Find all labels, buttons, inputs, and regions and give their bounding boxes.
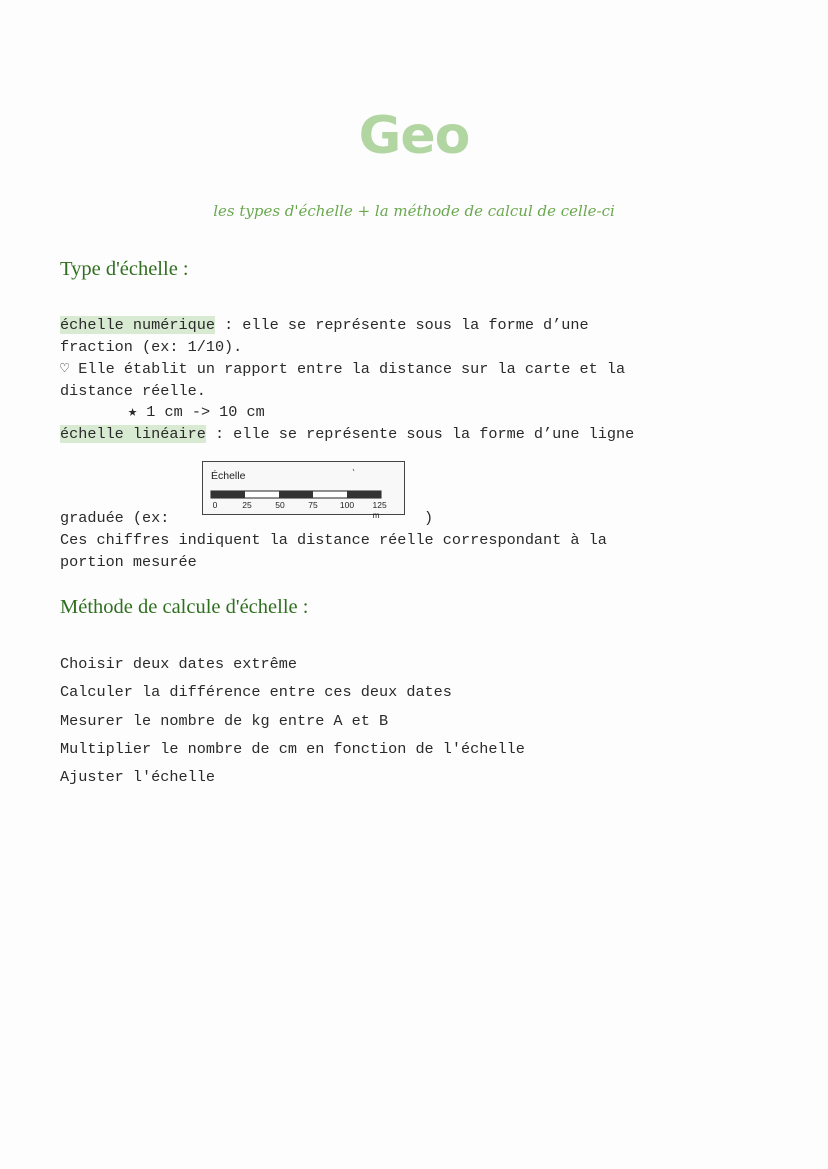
scale-tick-label: 75 <box>308 500 318 510</box>
graduee-prefix: graduée (ex: <box>60 509 170 527</box>
linear-scale-line <box>60 425 634 443</box>
scale-tick-label: 0 <box>212 500 218 510</box>
scale-tick-label: 125 m <box>372 500 387 520</box>
page-title: Geo <box>358 106 470 166</box>
linear-scale-definition: : elle se représente sous la forme d’une ligne <box>205 425 635 443</box>
method-step: Multiplier le nombre de cm en fonction de l'échelle <box>60 740 525 758</box>
note-line-1: ♡ Elle établit un rapport entre la distance sur la carte et la <box>60 360 626 378</box>
section-heading-types: Type d'échelle : <box>60 258 189 280</box>
graduee-suffix: ) <box>424 509 434 527</box>
example-line: ★ 1 cm -> 10 cm <box>128 403 265 421</box>
figures-line-2: portion mesurée <box>60 553 197 571</box>
numeric-scale-line <box>60 316 589 334</box>
scale-tick-label: 100 <box>339 500 355 510</box>
linear-scale-term: échelle linéaire <box>60 425 206 443</box>
method-step: Calculer la différence entre ces deux dates <box>60 683 452 701</box>
method-step: Choisir deux dates extrême <box>60 655 297 673</box>
scale-tick-label: 50 <box>275 500 285 510</box>
numeric-scale-line-2: fraction (ex: 1/10). <box>60 338 243 356</box>
scale-bar-title: Échelle <box>211 470 246 482</box>
note-line-2: distance réelle. <box>60 382 206 400</box>
method-step: Ajuster l'échelle <box>60 768 215 786</box>
page-subtitle: les types d'échelle + la méthode de calcul de celle-ci <box>213 202 615 220</box>
figures-line-1: Ces chiffres indiquent la distance réelle correspondant à la <box>60 531 607 549</box>
scale-bar-image <box>202 461 405 520</box>
scale-tick-label: 25 <box>242 500 252 510</box>
numeric-scale-definition: : elle se représente sous la forme d’une <box>214 316 589 334</box>
numeric-scale-term: échelle numérique <box>60 316 215 334</box>
method-step: Mesurer le nombre de kg entre A et B <box>60 712 389 730</box>
section-heading-method: Méthode de calcule d'échelle : <box>60 596 309 618</box>
